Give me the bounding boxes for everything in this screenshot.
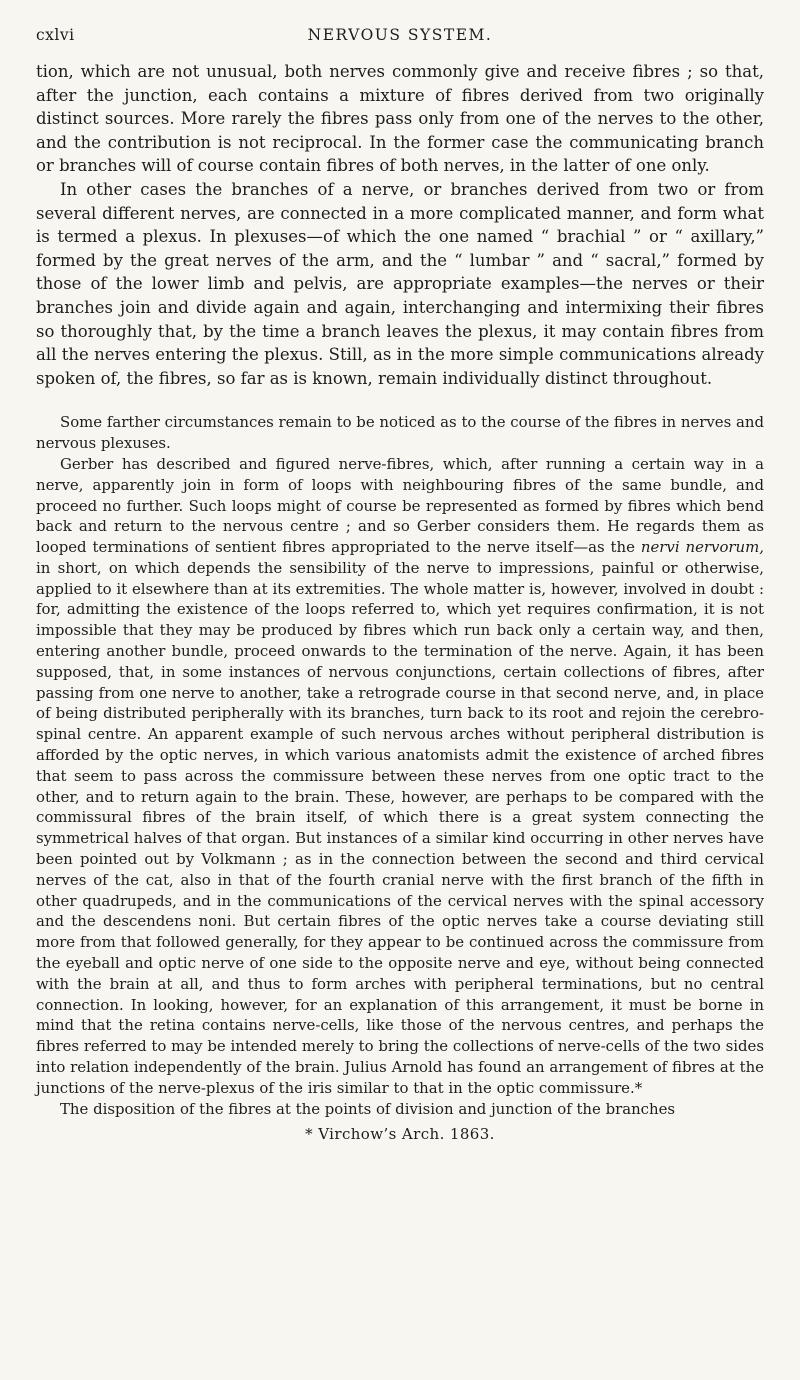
paragraph-continuation: tion, which are not unusual, both nerves commonly give and receive fibres ; so that, after the junction, each contains a mixture of fibres derived from two originally distinct sources. More rarely the fibres pass only from one of the nerves to the other, and the contribution is not reciprocal. In the former case the communicating branch or branches will of course contain fibres of both nerves, in the latter of one only. [36, 62, 764, 176]
nervi-nervorum-term: nervi nervorum, [640, 538, 764, 557]
paragraph-plexus: In other cases the branches of a nerve, or branches derived from two or from several different nerves, are connected in a more complicated manner, and form what is termed a plexus. In plexuses—of which the one named “ brachial ” or “ axillary,” formed by the great nerves of the arm, and the “ lumbar ” and “ sacral,” formed by those of the lower limb and pelvis, are appropriate examples—the nerves or their branches join and divide again and again, interchanging and intermixing their fibres so thoroughly that, by the time a branch leaves the plexus, it may contain fibres from all the nerves entering the plexus. Still, as in the more simple communications already spoken of, the fibres, so far as is known, remain individually distinct throughout. [36, 179, 764, 388]
paragraph-gerber [36, 454, 764, 1099]
gerber-text-after: in short, on which depends the sensibility of the nerve to impressions, painful or otherwise, applied to it elsewhere than at its extremities. The whole matter is, however, involved in doubt : for, admitting the existence of the loops referred to, which yet requires confirmation, it is not impossible that they may be produced by fibres which run back only a certain way, and then, entering another bundle, proceed onwards to the termination of the nerve. Again, it has been supposed, that, in some instances of nervous conjunctions, certain collections of fibres, after passing from one nerve to another, take a retrograde course in that second nerve, and, in place of being distributed peripherally with its branches, turn back to its root and rejoin the cerebro-spinal centre. An apparent example of such nervous arches without peripheral distribution is afforded by the optic nerves, in which various anatomists admit the existence of arched fibres that seem to pass across the commissure between these nerves from one optic tract to the other, and to return again to the brain. These, however, are perhaps to be compared with the commissural fibres of the brain itself, of which there is a great system connecting the symmetrical halves of that organ. But instances of a similar kind occurring in other nerves have been pointed out by Volkmann ; as in the connection between the second and third cervical nerves of the cat, also in that of the fourth cranial nerve with the first branch of the fifth in other quadrupeds, and in the communications of the cervical nerves with the spinal accessory and the descendens noni. But certain fibres of the optic nerves take a course deviating still more from that followed generally, for they appear to be continued across the commissure from the eyeball and optic nerve of one side to the opposite nerve and eye, without being connected with the brain at all, and thus to form arches with peripheral terminations, but no central connection. In looking, however, for an explanation of this arrangement, it must be borne in mind that the retina contains nerve-cells, like those of the nervous centres, and perhaps the fibres referred to may be intended merely to bring the collections of nerve-cells of the two sides into relation independently of the brain. Julius Arnold has found an arrangement of fibres at the junctions of the nerve-plexus of the iris similar to that in the optic commissure.* [36, 558, 764, 1097]
paragraph-circumstances: Some farther circumstances remain to be noticed as to the course of the fibres in nerves and nervous plexuses. [36, 413, 764, 453]
paragraph-disposition: The disposition of the fibres at the points of division and junction of the branches [60, 1099, 676, 1118]
main-text-small [36, 412, 764, 1119]
running-title: NERVOUS SYSTEM. [307, 26, 493, 44]
page-number: cxlvi [36, 26, 75, 44]
page-header [36, 26, 764, 60]
gerber-text-before: Gerber has described and figured nerve-fibres, which, after running a certain way in a nerve, apparently join in form of loops with neighbouring fibres of the same bundle, and proceed no further. Such loops might of course be represented as formed by fibres which bend back and return to the nervous centre ; and so Gerber considers them. He regards them as looped terminations of sentient fibres appropriated to the nerve itself—as the [36, 454, 764, 557]
main-text-large [36, 60, 764, 390]
footnote: * Virchow’s Arch. 1863. [305, 1125, 495, 1144]
